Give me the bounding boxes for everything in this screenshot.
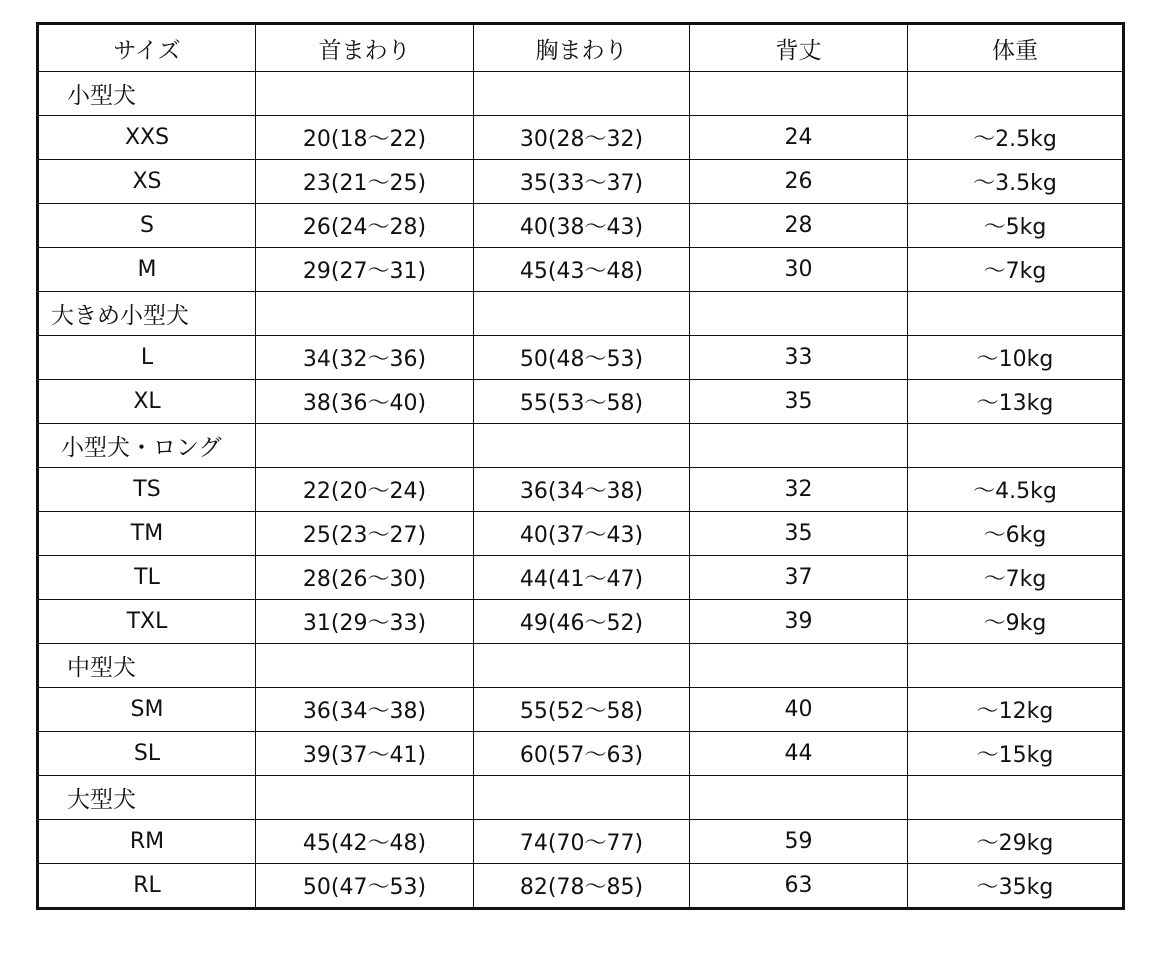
empty-cell (908, 72, 1124, 116)
category-label: 大きめ小型犬 (38, 292, 256, 336)
neck-cell: 28(26～30) (256, 556, 474, 600)
empty-cell (474, 644, 690, 688)
weight-cell: ～3.5kg (908, 160, 1124, 204)
empty-cell (690, 776, 908, 820)
back-length-cell: 35 (690, 380, 908, 424)
size-cell: XL (38, 380, 256, 424)
category-row (38, 424, 1124, 468)
category-row (38, 292, 1124, 336)
neck-cell: 39(37～41) (256, 732, 474, 776)
weight-cell: ～9kg (908, 600, 1124, 644)
header-row (38, 24, 1124, 72)
back-length-cell: 63 (690, 864, 908, 909)
chest-cell: 82(78～85) (474, 864, 690, 909)
size-cell: XS (38, 160, 256, 204)
table-row (38, 600, 1124, 644)
empty-cell (474, 292, 690, 336)
empty-cell (690, 424, 908, 468)
size-cell: SL (38, 732, 256, 776)
header-back-length: 背丈 (690, 24, 908, 72)
category-label: 大型犬 (38, 776, 256, 820)
neck-cell: 23(21～25) (256, 160, 474, 204)
chest-cell: 30(28～32) (474, 116, 690, 160)
chest-cell: 35(33～37) (474, 160, 690, 204)
neck-cell: 38(36～40) (256, 380, 474, 424)
table-row (38, 248, 1124, 292)
neck-cell: 36(34～38) (256, 688, 474, 732)
header-neck-girth: 首まわり (256, 24, 474, 72)
table-row (38, 864, 1124, 909)
empty-cell (256, 644, 474, 688)
weight-cell: ～12kg (908, 688, 1124, 732)
neck-cell: 25(23～27) (256, 512, 474, 556)
table-row (38, 556, 1124, 600)
neck-cell: 50(47～53) (256, 864, 474, 909)
empty-cell (256, 72, 474, 116)
chest-cell: 36(34～38) (474, 468, 690, 512)
weight-cell: ～35kg (908, 864, 1124, 909)
back-length-cell: 28 (690, 204, 908, 248)
category-row (38, 644, 1124, 688)
size-cell: TL (38, 556, 256, 600)
table-row (38, 116, 1124, 160)
empty-cell (256, 292, 474, 336)
back-length-cell: 44 (690, 732, 908, 776)
neck-cell: 31(29～33) (256, 600, 474, 644)
category-label: 中型犬 (38, 644, 256, 688)
neck-cell: 29(27～31) (256, 248, 474, 292)
chest-cell: 50(48～53) (474, 336, 690, 380)
empty-cell (690, 644, 908, 688)
weight-cell: ～7kg (908, 556, 1124, 600)
back-length-cell: 26 (690, 160, 908, 204)
empty-cell (256, 776, 474, 820)
weight-cell: ～29kg (908, 820, 1124, 864)
size-cell: M (38, 248, 256, 292)
table-row (38, 160, 1124, 204)
header-size: サイズ (38, 24, 256, 72)
back-length-cell: 35 (690, 512, 908, 556)
weight-cell: ～13kg (908, 380, 1124, 424)
weight-cell: ～5kg (908, 204, 1124, 248)
empty-cell (474, 424, 690, 468)
size-cell: S (38, 204, 256, 248)
empty-cell (256, 424, 474, 468)
empty-cell (908, 776, 1124, 820)
table-row (38, 512, 1124, 556)
table-row (38, 380, 1124, 424)
size-cell: SM (38, 688, 256, 732)
chest-cell: 55(52～58) (474, 688, 690, 732)
chest-cell: 55(53～58) (474, 380, 690, 424)
table-row (38, 820, 1124, 864)
size-cell: RL (38, 864, 256, 909)
back-length-cell: 32 (690, 468, 908, 512)
table-row (38, 204, 1124, 248)
chest-cell: 60(57～63) (474, 732, 690, 776)
header-chest-girth: 胸まわり (474, 24, 690, 72)
category-label: 小型犬・ロング (38, 424, 256, 468)
size-cell: TS (38, 468, 256, 512)
back-length-cell: 24 (690, 116, 908, 160)
table-row (38, 468, 1124, 512)
size-cell: L (38, 336, 256, 380)
empty-cell (908, 292, 1124, 336)
weight-cell: ～10kg (908, 336, 1124, 380)
back-length-cell: 40 (690, 688, 908, 732)
weight-cell: ～15kg (908, 732, 1124, 776)
empty-cell (474, 776, 690, 820)
category-label: 小型犬 (38, 72, 256, 116)
size-chart-table (36, 22, 1125, 910)
size-cell: TM (38, 512, 256, 556)
back-length-cell: 59 (690, 820, 908, 864)
size-cell: TXL (38, 600, 256, 644)
size-cell: XXS (38, 116, 256, 160)
size-cell: RM (38, 820, 256, 864)
chest-cell: 44(41～47) (474, 556, 690, 600)
table-row (38, 732, 1124, 776)
chest-cell: 74(70～77) (474, 820, 690, 864)
chest-cell: 45(43～48) (474, 248, 690, 292)
chest-cell: 49(46～52) (474, 600, 690, 644)
weight-cell: ～2.5kg (908, 116, 1124, 160)
empty-cell (908, 644, 1124, 688)
category-row (38, 776, 1124, 820)
chest-cell: 40(38～43) (474, 204, 690, 248)
back-length-cell: 30 (690, 248, 908, 292)
back-length-cell: 33 (690, 336, 908, 380)
weight-cell: ～4.5kg (908, 468, 1124, 512)
table-row (38, 688, 1124, 732)
neck-cell: 26(24～28) (256, 204, 474, 248)
neck-cell: 45(42～48) (256, 820, 474, 864)
weight-cell: ～6kg (908, 512, 1124, 556)
back-length-cell: 37 (690, 556, 908, 600)
header-weight: 体重 (908, 24, 1124, 72)
back-length-cell: 39 (690, 600, 908, 644)
empty-cell (474, 72, 690, 116)
weight-cell: ～7kg (908, 248, 1124, 292)
neck-cell: 22(20～24) (256, 468, 474, 512)
chest-cell: 40(37～43) (474, 512, 690, 556)
neck-cell: 20(18～22) (256, 116, 474, 160)
category-row (38, 72, 1124, 116)
empty-cell (690, 292, 908, 336)
neck-cell: 34(32～36) (256, 336, 474, 380)
empty-cell (908, 424, 1124, 468)
empty-cell (690, 72, 908, 116)
table-row (38, 336, 1124, 380)
